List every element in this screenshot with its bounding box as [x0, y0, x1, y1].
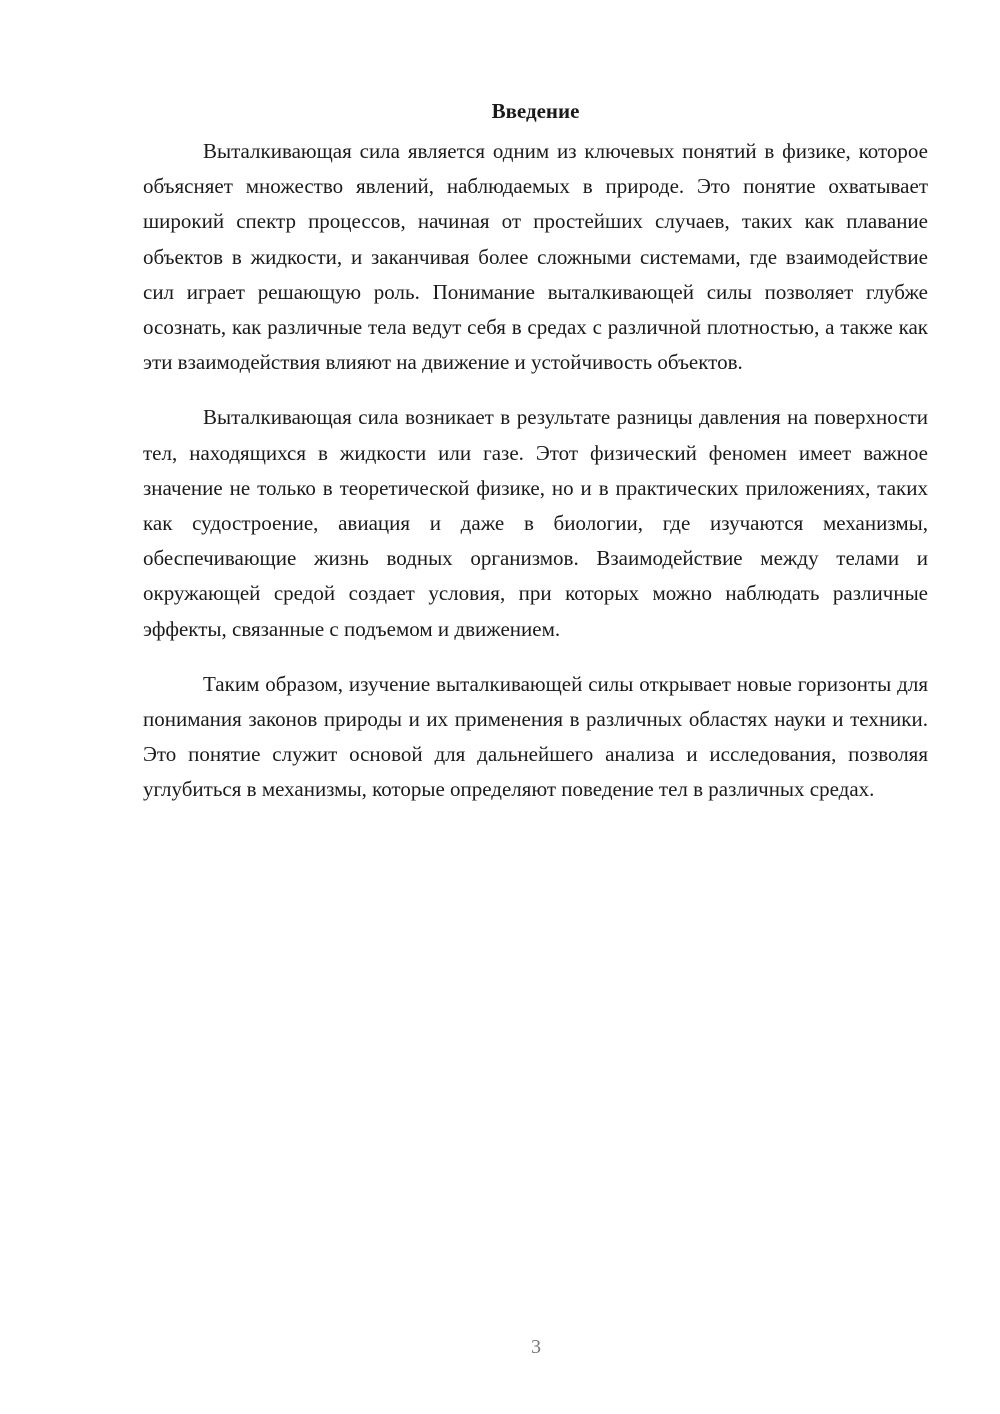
paragraph-3: Таким образом, изучение выталкивающей силы открывает новые горизонты для понимания законов природы и их применения в различных областях науки и техники. Это понятие служит основой для дальнейшего анализа и исследования, позволяя углубиться в механизмы, которые определяют поведение тел в различных средах.: [143, 671, 928, 802]
paragraph-1: Выталкивающая сила является одним из ключевых понятий в физике, которое объясняет множество явлений, наблюдаемых в природе. Это понятие охватывает широкий спектр процессов, начиная от простейших случаев, таких как плавание объектов в жидкости, и заканчивая более сложными системами, где взаимодействие сил играет решающую роль. Понимание выталкивающей силы позволяет глубже осознать, как различные тела ведут себя в средах с различной плотностью, а также как эти взаимодействия влияют на движение и устойчивость объектов.: [143, 139, 928, 375]
page-content: [143, 96, 928, 828]
section-title: Введение: [491, 99, 580, 123]
paragraph-2: Выталкивающая сила возникает в результате разницы давления на поверхности тел, находящихся в жидкости или газе. Этот физический феномен имеет важное значение не только в теоретической физике, но и в практических приложениях, таких как судостроение, авиация и даже в биологии, где изучаются механизмы, обеспечивающие жизнь водных организмов. Взаимодействие между телами и окружающей средой создает условия, при которых можно наблюдать различные эффекты, связанные с подъемом и движением.: [143, 405, 928, 641]
page-number: 3: [531, 1336, 541, 1358]
